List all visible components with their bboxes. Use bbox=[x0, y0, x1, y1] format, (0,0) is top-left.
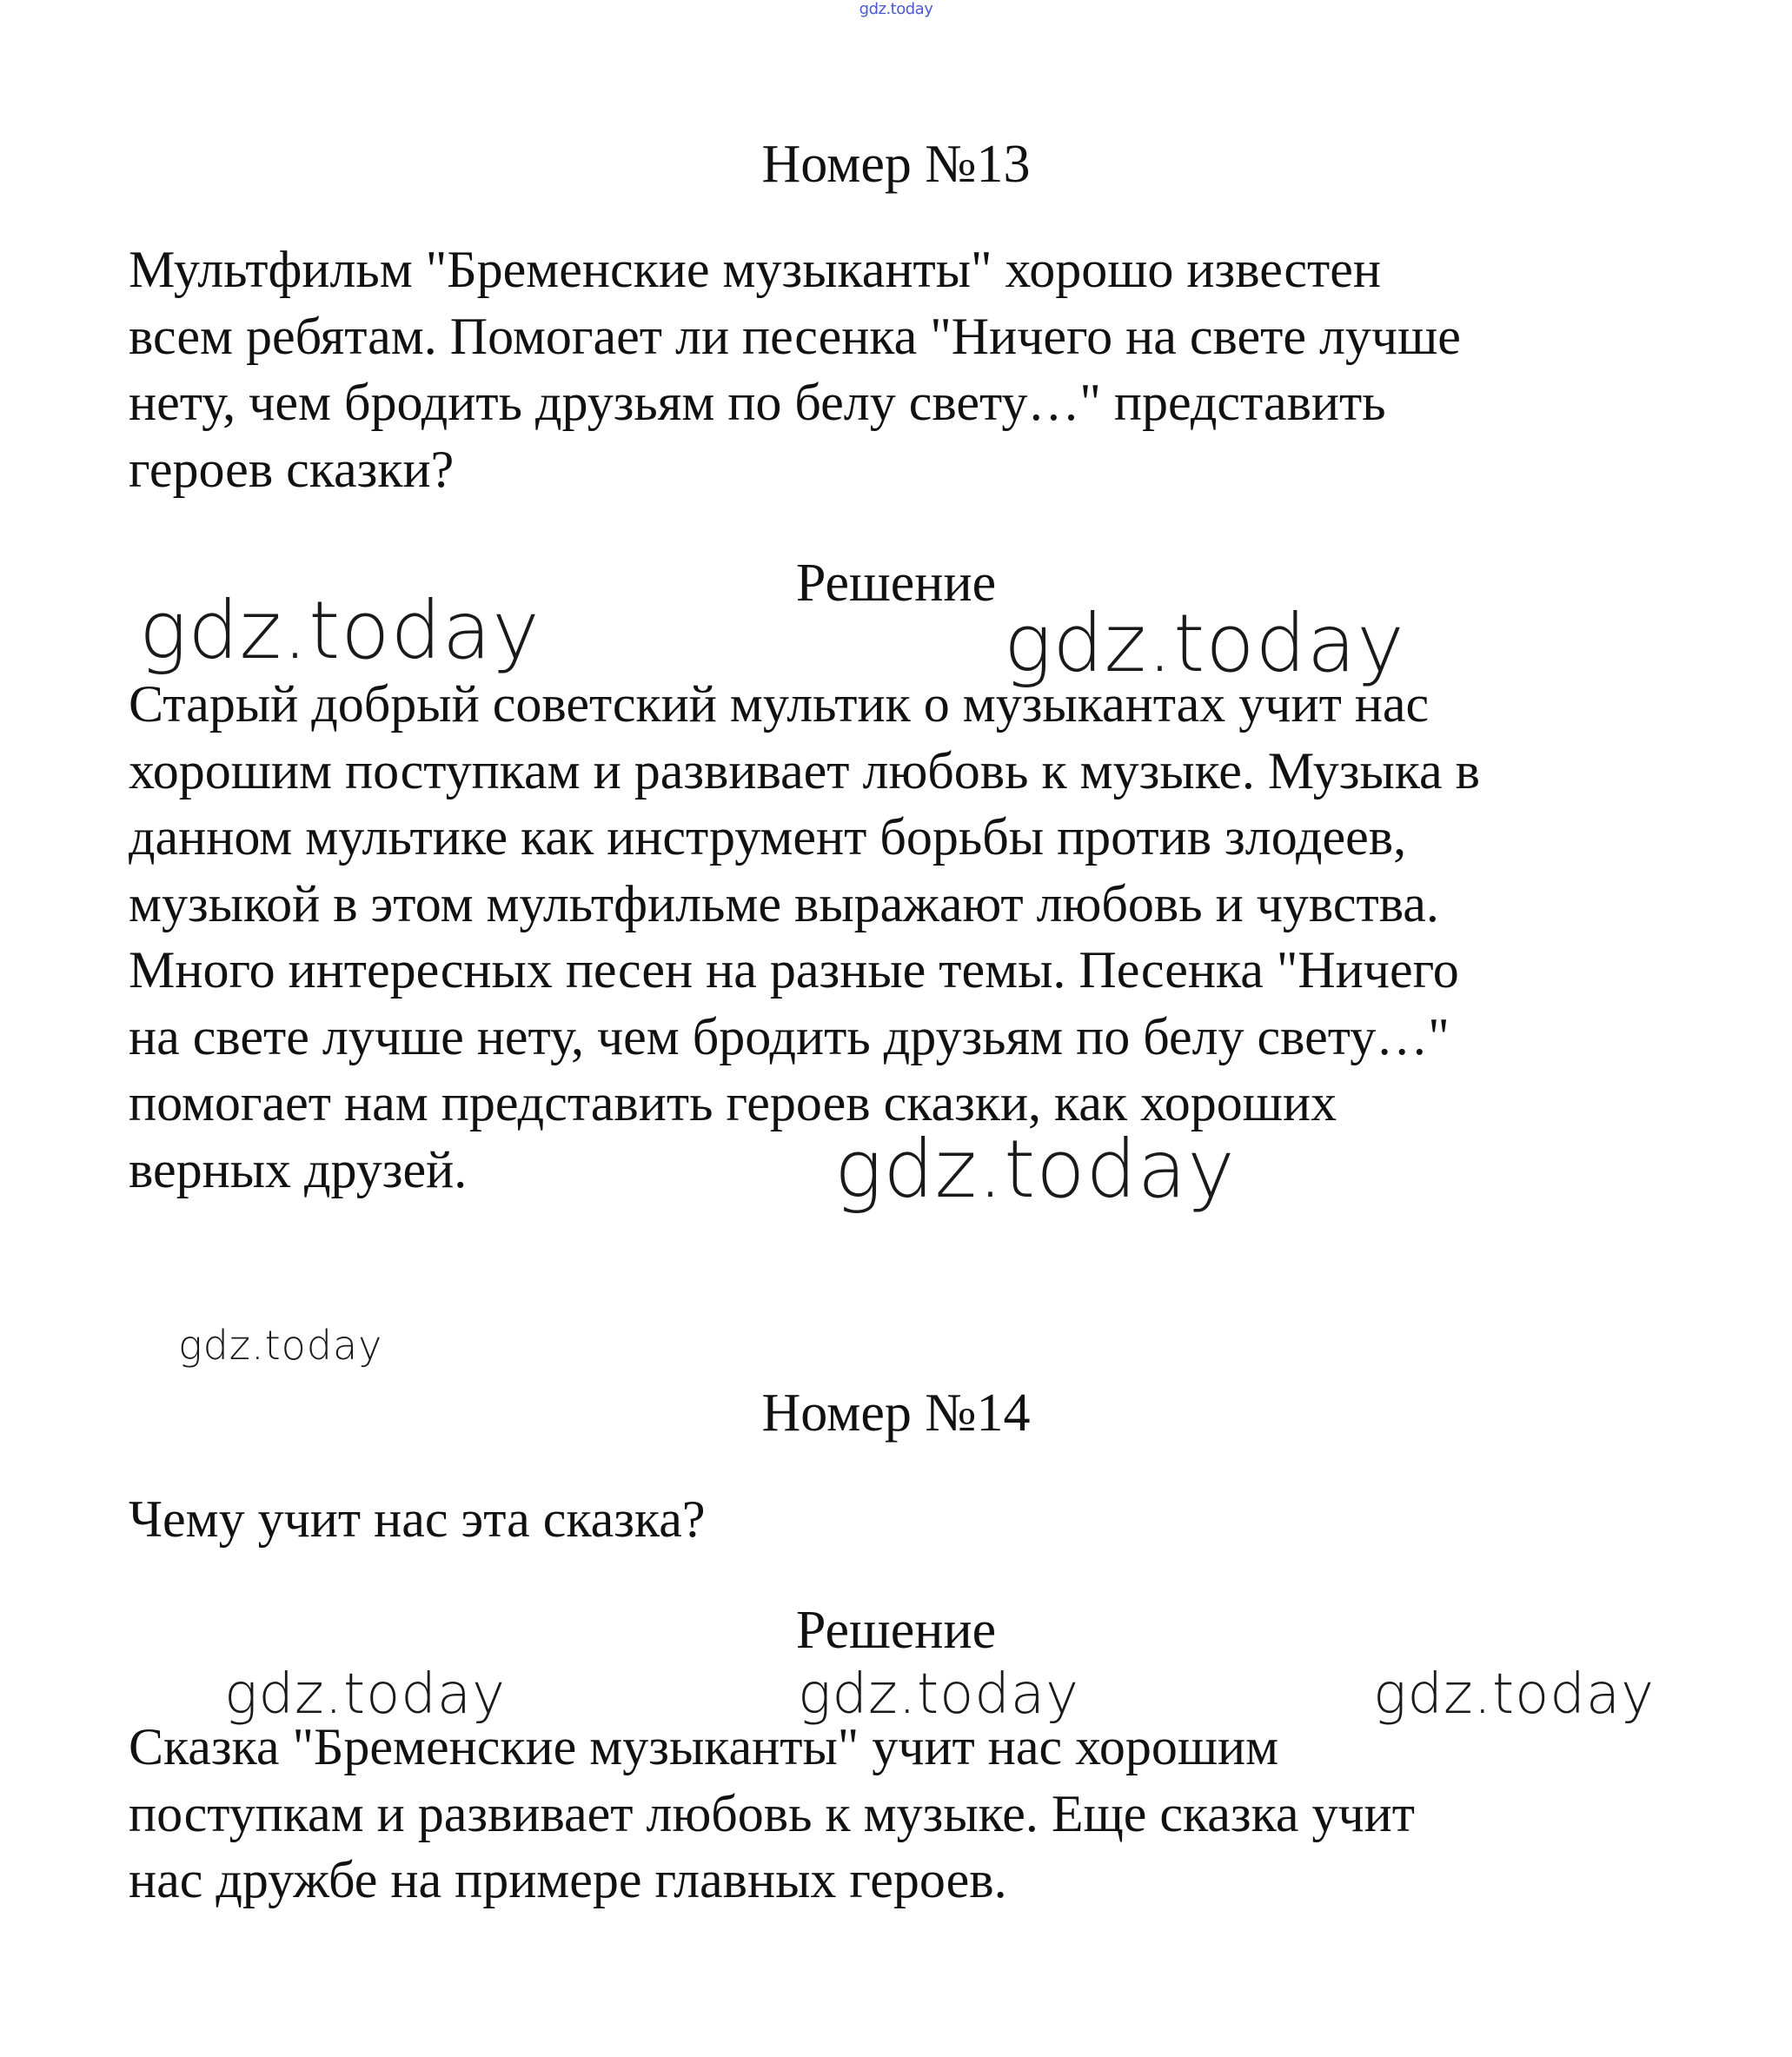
watermark: gdz.today bbox=[178, 1322, 383, 1369]
watermark: gdz.today bbox=[139, 584, 541, 677]
answer-line: на свете лучше нету, чем бродить друзьям по белу свету…" bbox=[129, 1007, 1450, 1065]
header-watermark: gdz.today bbox=[859, 0, 933, 18]
task-14-question bbox=[129, 1486, 1693, 1553]
answer-line: Сказка "Бременские музыканты" учит нас хорошим bbox=[129, 1718, 1279, 1775]
task-13-title: Номер №13 bbox=[761, 135, 1031, 194]
task-13-solution-heading: Решение bbox=[795, 554, 997, 613]
answer-line: данном мультике как инструмент борьбы против злодеев, bbox=[129, 808, 1407, 866]
task-13-question bbox=[129, 236, 1693, 502]
question-line: всем ребятам. Помогает ли песенка "Ничего на свете лучше bbox=[129, 307, 1461, 365]
answer-line: Старый добрый советский мультик о музыкантах учит нас bbox=[129, 675, 1430, 733]
answer-line: нас дружбе на примере главных героев. bbox=[129, 1851, 1007, 1908]
watermark: gdz.today bbox=[1373, 1662, 1655, 1727]
answer-line: поступкам и развивает любовь к музыке. Еще сказка учит bbox=[129, 1784, 1415, 1842]
watermark: gdz.today bbox=[1004, 597, 1405, 690]
answer-line: музыкой в этом мультфильме выражают любовь и чувства. bbox=[129, 874, 1439, 932]
answer-line: помогает нам представить героев сказки, как хороших bbox=[129, 1074, 1337, 1131]
watermark: gdz.today bbox=[224, 1662, 506, 1727]
task-14-title: Номер №14 bbox=[761, 1383, 1031, 1443]
answer-line: хорошим поступкам и развивает любовь к музыке. Музыка в bbox=[129, 741, 1480, 800]
question-line: Чему учит нас эта сказка? bbox=[129, 1490, 706, 1548]
task-14-solution-heading: Решение bbox=[795, 1601, 997, 1660]
watermark: gdz.today bbox=[834, 1123, 1236, 1216]
question-line: Мультфильм "Бременские музыканты" хорошо известен bbox=[129, 241, 1381, 298]
question-line: нету, чем бродить друзьям по белу свету…" представить bbox=[129, 374, 1386, 431]
answer-line: Много интересных песен на разные темы. Песенка "Ничего bbox=[129, 941, 1459, 999]
task-14-answer bbox=[129, 1714, 1693, 1914]
question-line: героев сказки? bbox=[129, 440, 455, 498]
answer-line: верных друзей. bbox=[129, 1140, 468, 1198]
watermark: gdz.today bbox=[798, 1662, 1079, 1727]
